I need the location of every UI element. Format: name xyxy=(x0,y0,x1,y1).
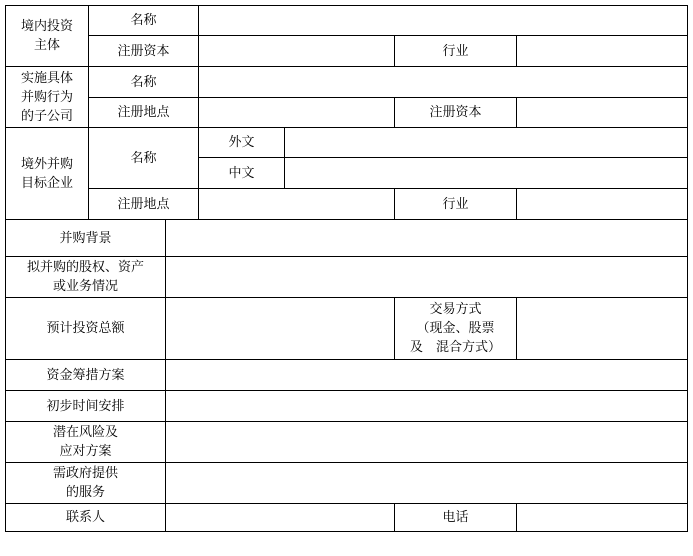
target-chinese-name-field[interactable] xyxy=(284,157,688,189)
subsidiary-address-field[interactable] xyxy=(198,97,395,128)
timeline-field[interactable] xyxy=(165,390,688,422)
target-label: 境外并购 目标企业 xyxy=(5,127,89,220)
risks-label: 潜在风险及 应对方案 xyxy=(5,421,166,463)
background-field[interactable] xyxy=(165,219,688,257)
total-investment-field[interactable] xyxy=(165,297,395,360)
domestic-investor-name-field[interactable] xyxy=(198,5,688,36)
risks-field[interactable] xyxy=(165,421,688,463)
target-foreign-name-label: 外文 xyxy=(198,127,285,158)
equity-assets-label: 拟并购的股权、资产 或业务情况 xyxy=(5,256,166,298)
transaction-method-field[interactable] xyxy=(516,297,688,360)
contact-label: 联系人 xyxy=(5,503,166,532)
domestic-investor-name-label: 名称 xyxy=(88,5,199,36)
subsidiary-capital-label: 注册资本 xyxy=(394,97,517,128)
background-label: 并购背景 xyxy=(5,219,166,257)
timeline-label: 初步时间安排 xyxy=(5,390,166,422)
total-investment-label: 预计投资总额 xyxy=(5,297,166,360)
target-name-label: 名称 xyxy=(88,127,199,189)
domestic-investor-capital-label: 注册资本 xyxy=(88,35,199,67)
domestic-investor-industry-label: 行业 xyxy=(394,35,517,67)
subsidiary-capital-field[interactable] xyxy=(516,97,688,128)
subsidiary-name-field[interactable] xyxy=(198,66,688,98)
target-address-label: 注册地点 xyxy=(88,188,199,220)
domestic-investor-capital-field[interactable] xyxy=(198,35,395,67)
gov-services-label: 需政府提供 的服务 xyxy=(5,462,166,504)
subsidiary-name-label: 名称 xyxy=(88,66,199,98)
subsidiary-label: 实施具体 并购行为 的子公司 xyxy=(5,66,89,128)
target-industry-field[interactable] xyxy=(516,188,688,220)
domestic-investor-industry-field[interactable] xyxy=(516,35,688,67)
funding-plan-label: 资金筹措方案 xyxy=(5,359,166,391)
target-industry-label: 行业 xyxy=(394,188,517,220)
transaction-method-label: 交易方式 （现金、股票 及 混合方式） xyxy=(394,297,517,360)
gov-services-field[interactable] xyxy=(165,462,688,504)
contact-field[interactable] xyxy=(165,503,395,532)
target-address-field[interactable] xyxy=(198,188,395,220)
funding-plan-field[interactable] xyxy=(165,359,688,391)
equity-assets-field[interactable] xyxy=(165,256,688,298)
domestic-investor-label: 境内投资 主体 xyxy=(5,5,89,67)
phone-label: 电话 xyxy=(394,503,517,532)
target-foreign-name-field[interactable] xyxy=(284,127,688,158)
target-chinese-name-label: 中文 xyxy=(198,157,285,189)
phone-field[interactable] xyxy=(516,503,688,532)
subsidiary-address-label: 注册地点 xyxy=(88,97,199,128)
